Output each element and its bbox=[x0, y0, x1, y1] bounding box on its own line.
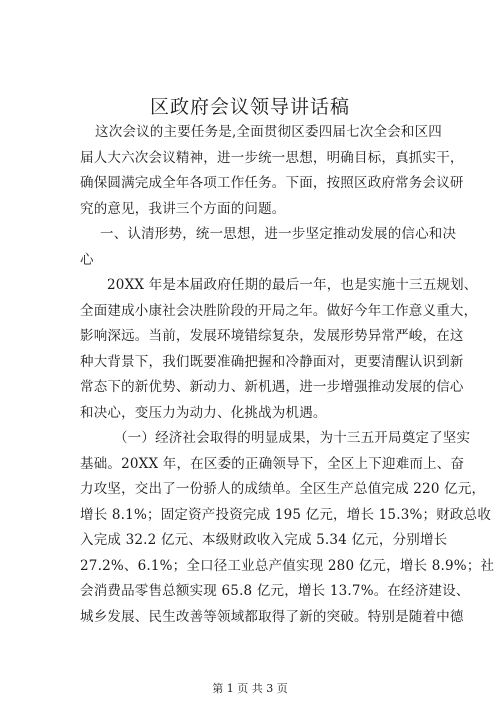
document-title: 区政府会议领导讲话稿 bbox=[149, 96, 350, 118]
paragraph-line: 20XX 年是本届政府任期的最后一年，也是实施十三五规划、 bbox=[107, 277, 478, 293]
paragraph-line: 入完成 32.2 亿元、本级财政收入完成 5.34 亿元，分别增长 bbox=[80, 532, 448, 548]
document-body bbox=[80, 120, 495, 630]
section-heading-line: 一、认清形势，统一思想，进一步坚定推动发展的信心和决 bbox=[100, 226, 457, 242]
paragraph-line: 全面建成小康社会决胜阶段的开局之年。做好今年工作意义重大， bbox=[80, 302, 478, 319]
paragraph-line: 和决心，变压力为动力、化挑战为机遇。 bbox=[80, 404, 327, 421]
paragraph-line: 这次会议的主要任务是,全面贯彻区委四届七次全会和区四 bbox=[95, 124, 442, 140]
paragraph-line: 常态下的新优势、新动力、新机遇，进一步增强推动发展的信心 bbox=[80, 379, 464, 395]
paragraph-line: 增长 8.1%；固定资产投资完成 195 亿元，增长 15.3%；财政总收 bbox=[80, 506, 492, 523]
paragraph-line: 究的意见，我讲三个方面的问题。 bbox=[80, 200, 286, 217]
paragraph-line: 确保圆满完成全年各项工作任务。下面，按照区政府常务会议研 bbox=[80, 175, 464, 191]
paragraph-line: 基础。20XX 年，在区委的正确领导下，全区上下迎难而上、奋 bbox=[80, 455, 465, 472]
paragraph-line: 影响深远。当前，发展环境错综复杂，发展形势异常严峻，在这 bbox=[80, 328, 464, 344]
paragraph-line: 会消费品零售总额实现 65.8 亿元，增长 13.7%。在经济建设、 bbox=[80, 583, 470, 599]
subsection-heading-line: （一）经济社会取得的明显成果，为十三五开局奠定了坚实 bbox=[114, 430, 471, 446]
paragraph-line: 城乡发展、民生改善等领域都取得了新的突破。特别是随着中德 bbox=[80, 608, 464, 625]
paragraph-line: 种大背景下，我们既要准确把握和冷静面对，更要清醒认识到新 bbox=[80, 353, 464, 370]
paragraph-line: 27.2%、6.1%；全口径工业总产值实现 280 亿元，增长 8.9%；社 bbox=[80, 557, 495, 574]
paragraph-line: 届人大六次会议精神，进一步统一思想，明确目标，真抓实干， bbox=[80, 149, 464, 166]
section-heading-line: 心 bbox=[80, 251, 94, 268]
page-footer: 第 1 页 共 3 页 bbox=[212, 682, 288, 695]
paragraph-line: 力攻坚，交出了一份骄人的成绩单。全区生产总值完成 220 亿元， bbox=[80, 481, 486, 497]
